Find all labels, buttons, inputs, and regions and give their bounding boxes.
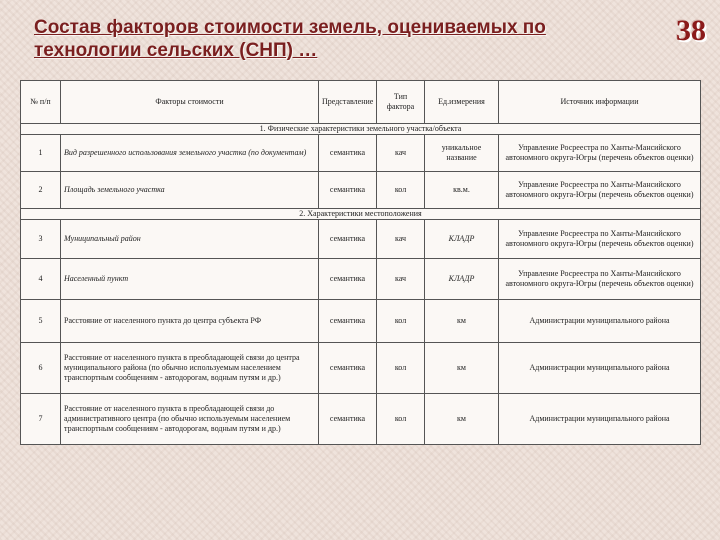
factors-table <box>20 80 701 445</box>
cell-representation: семантика <box>319 259 377 300</box>
slide-number: 38 <box>676 14 706 47</box>
table-header-row <box>21 81 701 124</box>
cell-unit: КЛАДР <box>425 259 499 300</box>
cell-num: 4 <box>21 259 61 300</box>
header-num: № п/п <box>21 81 61 124</box>
header-type: Тип фактора <box>377 81 425 124</box>
cell-num: 2 <box>21 172 61 209</box>
cell-unit: км <box>425 394 499 445</box>
cell-factor: Расстояние от населенного пункта в преобладающей связи до центра муниципального района (по обычно используемым населением транспортным сообщениям - автодорогам, водным путям и др.) <box>61 343 319 394</box>
cell-unit: уникальное название <box>425 135 499 172</box>
cell-source: Управление Росреестра по Ханты-Мансийского автономного округа-Югры (перечень объектов оценки) <box>499 135 701 172</box>
cell-unit: КЛАДР <box>425 220 499 259</box>
cell-type: кол <box>377 343 425 394</box>
cell-type: кол <box>377 172 425 209</box>
header-source: Источник информации <box>499 81 701 124</box>
table-row <box>21 300 701 343</box>
cell-num: 3 <box>21 220 61 259</box>
table-row <box>21 135 701 172</box>
cell-type: кол <box>377 300 425 343</box>
section-row <box>21 209 701 220</box>
cell-type: кач <box>377 259 425 300</box>
slide-title: Состав факторов стоимости земель, оцениваемых по технологии сельских (СНП) … <box>34 17 546 61</box>
cell-source: Управление Росреестра по Ханты-Мансийского автономного округа-Югры (перечень объектов оценки) <box>499 172 701 209</box>
header-unit: Ед.измерения <box>425 81 499 124</box>
header-factor: Факторы стоимости <box>61 81 319 124</box>
cell-representation: семантика <box>319 394 377 445</box>
cell-factor: Расстояние от населенного пункта в преобладающей связи до административного центра (по обычно используемым населением транспортным сообщениям - автодорогам, водным путям и др.) <box>61 394 319 445</box>
cell-num: 6 <box>21 343 61 394</box>
table-row <box>21 259 701 300</box>
table-row <box>21 343 701 394</box>
cell-factor: Населенный пункт <box>61 259 319 300</box>
cell-num: 7 <box>21 394 61 445</box>
cell-representation: семантика <box>319 172 377 209</box>
section-row <box>21 124 701 135</box>
cell-representation: семантика <box>319 135 377 172</box>
cell-unit: кв.м. <box>425 172 499 209</box>
cell-representation: семантика <box>319 300 377 343</box>
section-title: 1. Физические характеристики земельного участка/объекта <box>21 124 701 135</box>
cell-type: кол <box>377 394 425 445</box>
cell-num: 1 <box>21 135 61 172</box>
cell-factor: Вид разрешенного использования земельного участка (по документам) <box>61 135 319 172</box>
section-title: 2. Характеристики местоположения <box>21 209 701 220</box>
cell-unit: км <box>425 300 499 343</box>
cell-factor: Площадь земельного участка <box>61 172 319 209</box>
cell-source: Управление Росреестра по Ханты-Мансийского автономного округа-Югры (перечень объектов оценки) <box>499 259 701 300</box>
cell-representation: семантика <box>319 220 377 259</box>
cell-type: кач <box>377 135 425 172</box>
cell-factor: Расстояние от населенного пункта до центра субъекта РФ <box>61 300 319 343</box>
cell-source: Администрации муниципального района <box>499 394 701 445</box>
header-representation: Представление <box>319 81 377 124</box>
cell-source: Администрации муниципального района <box>499 300 701 343</box>
cell-source: Управление Росреестра по Ханты-Мансийского автономного округа-Югры (перечень объектов оценки) <box>499 220 701 259</box>
cell-num: 5 <box>21 300 61 343</box>
cell-type: кач <box>377 220 425 259</box>
table-row <box>21 394 701 445</box>
cell-unit: км <box>425 343 499 394</box>
cell-representation: семантика <box>319 343 377 394</box>
table-row <box>21 172 701 209</box>
table-row <box>21 220 701 259</box>
cell-factor: Муниципальный район <box>61 220 319 259</box>
cell-source: Администрации муниципального района <box>499 343 701 394</box>
